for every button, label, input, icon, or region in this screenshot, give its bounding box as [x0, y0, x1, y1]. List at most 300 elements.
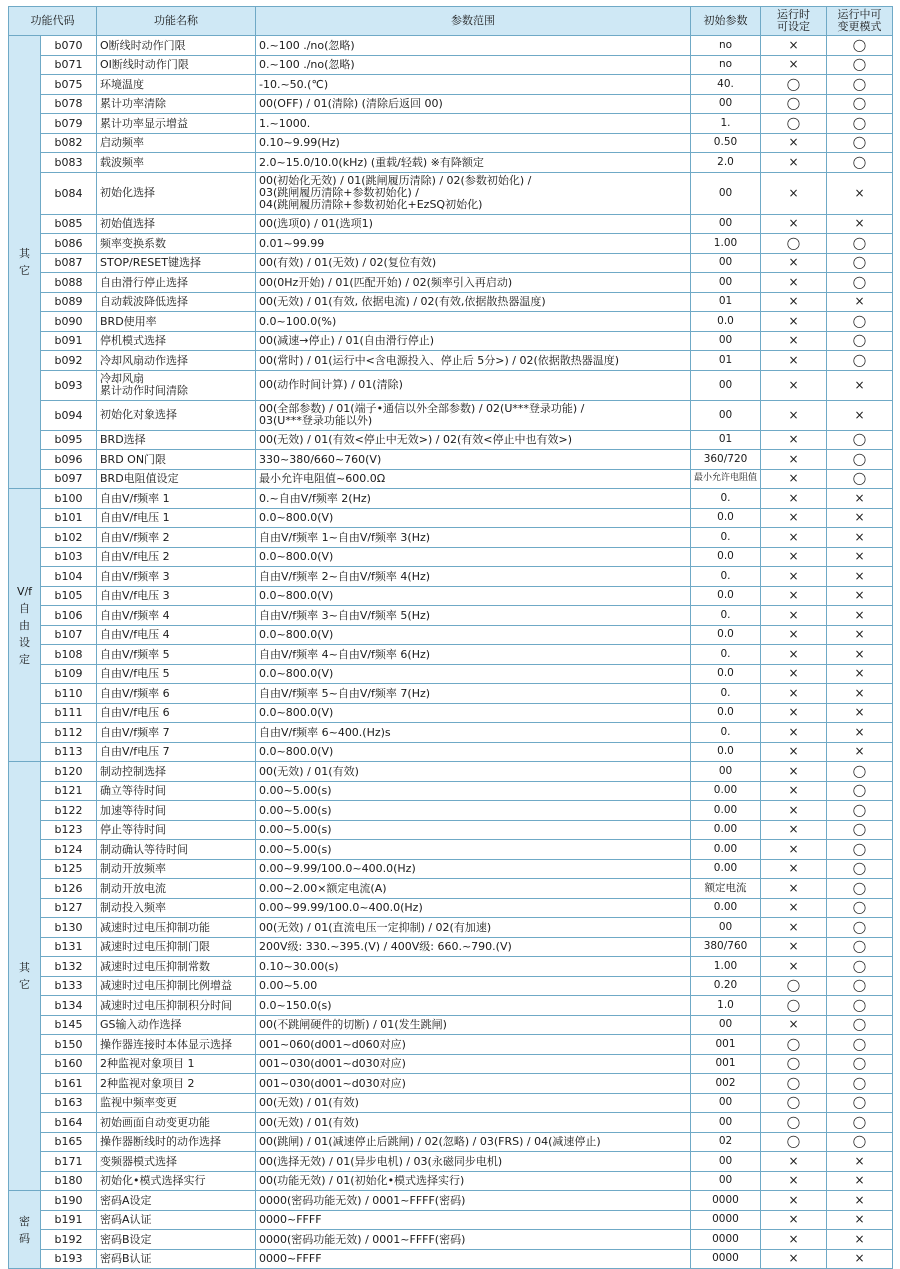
initial-value: 0.0 — [691, 703, 761, 723]
initial-value: 00 — [691, 918, 761, 938]
parameter-range: 200V级: 330.~395.(V) / 400V级: 660.~790.(V) — [256, 937, 691, 957]
function-name: 监视中频率变更 — [97, 1093, 256, 1113]
initial-value: 2.0 — [691, 153, 761, 173]
header-name: 功能名称 — [97, 7, 256, 36]
function-code: b071 — [41, 55, 97, 75]
function-code: b127 — [41, 898, 97, 918]
run-settable-mark: × — [761, 133, 827, 153]
table-body — [9, 36, 893, 1269]
run-changeable-mark: ◯ — [827, 859, 893, 879]
parameter-range: 001~060(d001~d060对应) — [256, 1035, 691, 1055]
parameter-range: 0.0~800.0(V) — [256, 586, 691, 606]
function-code: b161 — [41, 1074, 97, 1094]
function-code: b133 — [41, 976, 97, 996]
parameter-range: 最小允许电阻值~600.0Ω — [256, 469, 691, 489]
function-name: 操作器断线时的动作选择 — [97, 1132, 256, 1152]
table-row — [9, 1191, 893, 1211]
initial-value: 0.0 — [691, 664, 761, 684]
table-row — [9, 1093, 893, 1113]
function-code: b089 — [41, 292, 97, 312]
run-settable-mark: × — [761, 528, 827, 548]
run-changeable-mark: ◯ — [827, 1132, 893, 1152]
function-code: b085 — [41, 214, 97, 234]
run-settable-mark: × — [761, 879, 827, 899]
run-settable-mark: × — [761, 664, 827, 684]
run-settable-mark: × — [761, 400, 827, 430]
function-name: 密码A认证 — [97, 1210, 256, 1230]
run-settable-mark: × — [761, 351, 827, 371]
parameter-range: 00(无效) / 01(有效) — [256, 1093, 691, 1113]
function-name: 减速时过电压抑制门限 — [97, 937, 256, 957]
run-changeable-mark: ◯ — [827, 957, 893, 977]
run-settable-mark: × — [761, 898, 827, 918]
parameter-range: 0000~FFFF — [256, 1249, 691, 1269]
group-label: 其 它 — [9, 762, 41, 1191]
function-name: 自由V/f电压 1 — [97, 508, 256, 528]
function-name: 确立等待时间 — [97, 781, 256, 801]
parameter-range: 0.00~2.00×额定电流(A) — [256, 879, 691, 899]
run-settable-mark: × — [761, 567, 827, 587]
parameter-range: 自由V/f频率 2~自由V/f频率 4(Hz) — [256, 567, 691, 587]
table-row — [9, 879, 893, 899]
table-row — [9, 489, 893, 509]
run-changeable-mark: ◯ — [827, 1093, 893, 1113]
initial-value: 00 — [691, 253, 761, 273]
run-changeable-mark: ◯ — [827, 976, 893, 996]
parameter-range: 0.~自由V/f频率 2(Hz) — [256, 489, 691, 509]
table-row — [9, 273, 893, 293]
run-settable-mark: ◯ — [761, 1074, 827, 1094]
initial-value: 360/720 — [691, 450, 761, 470]
initial-value: 00 — [691, 94, 761, 114]
table-row — [9, 1210, 893, 1230]
parameter-range: 00(OFF) / 01(清除) (清除后返回 00) — [256, 94, 691, 114]
function-name: 载波频率 — [97, 153, 256, 173]
initial-value: 0.00 — [691, 781, 761, 801]
parameter-range: 001~030(d001~d030对应) — [256, 1074, 691, 1094]
function-code: b160 — [41, 1054, 97, 1074]
table-row — [9, 450, 893, 470]
run-changeable-mark: ◯ — [827, 430, 893, 450]
table-row — [9, 937, 893, 957]
table-row — [9, 370, 893, 400]
run-settable-mark: × — [761, 55, 827, 75]
function-name: 初始值选择 — [97, 214, 256, 234]
parameter-range: 00(跳闸) / 01(减速停止后跳闸) / 02(忽略) / 03(FRS) / 04(减速停止) — [256, 1132, 691, 1152]
run-settable-mark: × — [761, 606, 827, 626]
table-row — [9, 1054, 893, 1074]
parameter-range: 0.01~99.99 — [256, 234, 691, 254]
parameter-range: 1.~1000. — [256, 114, 691, 134]
run-settable-mark: × — [761, 547, 827, 567]
table-row — [9, 55, 893, 75]
run-changeable-mark: × — [827, 489, 893, 509]
table-row — [9, 400, 893, 430]
function-code: b097 — [41, 469, 97, 489]
run-settable-mark: × — [761, 859, 827, 879]
parameter-range: 0.~100 ./no(忽略) — [256, 55, 691, 75]
table-row — [9, 567, 893, 587]
run-settable-mark: ◯ — [761, 976, 827, 996]
table-row — [9, 1171, 893, 1191]
initial-value: 0. — [691, 489, 761, 509]
run-settable-mark: × — [761, 781, 827, 801]
parameter-range: 0.10~30.00(s) — [256, 957, 691, 977]
function-name: 减速时过电压抑制积分时间 — [97, 996, 256, 1016]
table-row — [9, 762, 893, 782]
run-settable-mark: × — [761, 370, 827, 400]
initial-value: 0.00 — [691, 859, 761, 879]
function-name: 自由V/f频率 5 — [97, 645, 256, 665]
run-changeable-mark: × — [827, 723, 893, 743]
function-name: BRD ON门限 — [97, 450, 256, 470]
function-name: 减速时过电压抑制常数 — [97, 957, 256, 977]
run-changeable-mark: ◯ — [827, 781, 893, 801]
table-row — [9, 1132, 893, 1152]
function-name: 自由V/f频率 3 — [97, 567, 256, 587]
parameter-range: 0.00~9.99/100.0~400.0(Hz) — [256, 859, 691, 879]
parameter-range: 0.00~5.00(s) — [256, 840, 691, 860]
initial-value: 0. — [691, 645, 761, 665]
function-code: b110 — [41, 684, 97, 704]
function-code: b150 — [41, 1035, 97, 1055]
function-code: b093 — [41, 370, 97, 400]
run-changeable-mark: ◯ — [827, 820, 893, 840]
initial-value: 0.0 — [691, 625, 761, 645]
parameter-range: 00(选择无效) / 01(异步电机) / 03(永磁同步电机) — [256, 1152, 691, 1172]
function-code: b122 — [41, 801, 97, 821]
function-code: b171 — [41, 1152, 97, 1172]
initial-value: 40. — [691, 75, 761, 95]
function-name: 密码B设定 — [97, 1230, 256, 1250]
table-row — [9, 781, 893, 801]
parameter-range: 00(有效) / 01(无效) / 02(复位有效) — [256, 253, 691, 273]
run-changeable-mark: ◯ — [827, 1015, 893, 1035]
run-changeable-mark: × — [827, 172, 893, 214]
function-name: 冷却风扇动作选择 — [97, 351, 256, 371]
run-settable-mark: × — [761, 450, 827, 470]
function-name: 自由V/f频率 4 — [97, 606, 256, 626]
run-settable-mark: × — [761, 36, 827, 56]
function-code: b164 — [41, 1113, 97, 1133]
function-name: 自由V/f频率 2 — [97, 528, 256, 548]
run-changeable-mark: ◯ — [827, 918, 893, 938]
parameter-range: 00(选项0) / 01(选项1) — [256, 214, 691, 234]
initial-value: 002 — [691, 1074, 761, 1094]
run-changeable-mark: × — [827, 1152, 893, 1172]
initial-value: 01 — [691, 292, 761, 312]
run-settable-mark: × — [761, 957, 827, 977]
function-code: b101 — [41, 508, 97, 528]
initial-value: 1.0 — [691, 996, 761, 1016]
parameter-range: 0.00~5.00(s) — [256, 820, 691, 840]
run-changeable-mark: × — [827, 625, 893, 645]
parameter-range: 自由V/f频率 3~自由V/f频率 5(Hz) — [256, 606, 691, 626]
initial-value: 00 — [691, 1171, 761, 1191]
function-name: 启动频率 — [97, 133, 256, 153]
function-name: BRD选择 — [97, 430, 256, 450]
parameter-range: 00(不跳闸硬件的切断) / 01(发生跳闸) — [256, 1015, 691, 1035]
function-name: 初始化•模式选择实行 — [97, 1171, 256, 1191]
table-row — [9, 94, 893, 114]
function-code: b113 — [41, 742, 97, 762]
run-changeable-mark: ◯ — [827, 1113, 893, 1133]
run-changeable-mark: ◯ — [827, 253, 893, 273]
run-changeable-mark: ◯ — [827, 114, 893, 134]
parameter-range: 00(初始化无效) / 01(跳闸履历清除) / 02(参数初始化) / 03(跳闸履历清除+参数初始化) / 04(跳闸履历清除+参数初始化+EzSQ初始化) — [256, 172, 691, 214]
initial-value: 0. — [691, 684, 761, 704]
run-settable-mark: × — [761, 331, 827, 351]
function-name: 自由V/f电压 5 — [97, 664, 256, 684]
function-name: 减速时过电压抑制功能 — [97, 918, 256, 938]
run-settable-mark: × — [761, 801, 827, 821]
function-name: 变频器模式选择 — [97, 1152, 256, 1172]
run-changeable-mark: × — [827, 547, 893, 567]
table-header-row — [9, 7, 893, 36]
initial-value: 00 — [691, 762, 761, 782]
function-code: b084 — [41, 172, 97, 214]
table-row — [9, 214, 893, 234]
function-name: 自由V/f电压 6 — [97, 703, 256, 723]
parameter-range: 00(无效) / 01(有效) — [256, 762, 691, 782]
initial-value: 0.0 — [691, 312, 761, 332]
function-code: b079 — [41, 114, 97, 134]
run-changeable-mark: ◯ — [827, 1074, 893, 1094]
run-settable-mark: × — [761, 1191, 827, 1211]
table-row — [9, 996, 893, 1016]
parameter-range: 0.0~800.0(V) — [256, 547, 691, 567]
function-name: 冷却风扇 累计动作时间清除 — [97, 370, 256, 400]
initial-value: 00 — [691, 172, 761, 214]
header-initial: 初始参数 — [691, 7, 761, 36]
run-changeable-mark: ◯ — [827, 801, 893, 821]
parameter-range: 0.0~800.0(V) — [256, 742, 691, 762]
run-changeable-mark: × — [827, 1230, 893, 1250]
run-changeable-mark: ◯ — [827, 36, 893, 56]
function-name: 加速等待时间 — [97, 801, 256, 821]
function-code: b109 — [41, 664, 97, 684]
initial-value: 额定电流 — [691, 879, 761, 899]
function-name: 累计功率清除 — [97, 94, 256, 114]
parameter-range: 自由V/f频率 6~400.(Hz)s — [256, 723, 691, 743]
function-code: b107 — [41, 625, 97, 645]
run-settable-mark: × — [761, 586, 827, 606]
run-settable-mark: ◯ — [761, 1054, 827, 1074]
run-changeable-mark: × — [827, 1210, 893, 1230]
function-name: 停机模式选择 — [97, 331, 256, 351]
table-row — [9, 469, 893, 489]
parameter-range: 00(无效) / 01(有效) — [256, 1113, 691, 1133]
function-code: b091 — [41, 331, 97, 351]
run-settable-mark: × — [761, 703, 827, 723]
run-settable-mark: × — [761, 1171, 827, 1191]
parameter-range: 0000~FFFF — [256, 1210, 691, 1230]
initial-value: 01 — [691, 351, 761, 371]
initial-value: 0000 — [691, 1230, 761, 1250]
function-code: b086 — [41, 234, 97, 254]
run-settable-mark: × — [761, 214, 827, 234]
run-changeable-mark: ◯ — [827, 351, 893, 371]
run-changeable-mark: × — [827, 664, 893, 684]
initial-value: 0000 — [691, 1249, 761, 1269]
parameter-table — [8, 6, 893, 1269]
run-settable-mark: × — [761, 1210, 827, 1230]
run-settable-mark: ◯ — [761, 996, 827, 1016]
initial-value: 00 — [691, 400, 761, 430]
initial-value: 最小允许电阻值 — [691, 469, 761, 489]
run-changeable-mark: × — [827, 684, 893, 704]
parameter-range: 00(减速→停止) / 01(自由滑行停止) — [256, 331, 691, 351]
initial-value: 1.00 — [691, 234, 761, 254]
function-code: b104 — [41, 567, 97, 587]
parameter-range: 2.0~15.0/10.0(kHz) (重载/轻载) ※有降额定 — [256, 153, 691, 173]
run-changeable-mark: × — [827, 1171, 893, 1191]
table-row — [9, 742, 893, 762]
run-changeable-mark: ◯ — [827, 879, 893, 899]
function-code: b145 — [41, 1015, 97, 1035]
function-code: b180 — [41, 1171, 97, 1191]
initial-value: 380/760 — [691, 937, 761, 957]
group-label: 其 它 — [9, 36, 41, 489]
table-row — [9, 801, 893, 821]
run-changeable-mark: × — [827, 606, 893, 626]
function-code: b191 — [41, 1210, 97, 1230]
function-code: b095 — [41, 430, 97, 450]
function-name: 停止等待时间 — [97, 820, 256, 840]
table-row — [9, 292, 893, 312]
run-changeable-mark: ◯ — [827, 469, 893, 489]
function-code: b108 — [41, 645, 97, 665]
initial-value: 01 — [691, 430, 761, 450]
function-name: 密码B认证 — [97, 1249, 256, 1269]
table-row — [9, 723, 893, 743]
initial-value: 00 — [691, 370, 761, 400]
parameter-range: 00(常时) / 01(运行中<含电源投入、停止后 5分>) / 02(依据散热器温度) — [256, 351, 691, 371]
function-code: b134 — [41, 996, 97, 1016]
table-row — [9, 331, 893, 351]
run-settable-mark: × — [761, 625, 827, 645]
run-changeable-mark: × — [827, 214, 893, 234]
initial-value: 0. — [691, 606, 761, 626]
initial-value: 0.0 — [691, 586, 761, 606]
parameter-range: 0.0~150.0(s) — [256, 996, 691, 1016]
function-name: 自动载波降低选择 — [97, 292, 256, 312]
function-code: b192 — [41, 1230, 97, 1250]
function-name: BRD电阻值设定 — [97, 469, 256, 489]
table-row — [9, 664, 893, 684]
table-row — [9, 430, 893, 450]
run-changeable-mark: ◯ — [827, 898, 893, 918]
initial-value: 001 — [691, 1054, 761, 1074]
run-settable-mark: × — [761, 684, 827, 704]
run-changeable-mark: ◯ — [827, 273, 893, 293]
table-row — [9, 234, 893, 254]
function-code: b102 — [41, 528, 97, 548]
initial-value: 0.00 — [691, 820, 761, 840]
function-code: b112 — [41, 723, 97, 743]
initial-value: 02 — [691, 1132, 761, 1152]
table-row — [9, 976, 893, 996]
function-code: b087 — [41, 253, 97, 273]
table-row — [9, 1035, 893, 1055]
function-name: 自由V/f频率 7 — [97, 723, 256, 743]
run-settable-mark: × — [761, 918, 827, 938]
function-code: b075 — [41, 75, 97, 95]
function-name: 减速时过电压抑制比例增益 — [97, 976, 256, 996]
header-run-change: 运行中可 变更模式 — [827, 7, 893, 36]
function-name: 密码A设定 — [97, 1191, 256, 1211]
initial-value: 1. — [691, 114, 761, 134]
run-settable-mark: × — [761, 645, 827, 665]
table-row — [9, 859, 893, 879]
function-name: 2种监视对象项目 1 — [97, 1054, 256, 1074]
table-row — [9, 645, 893, 665]
table-row — [9, 820, 893, 840]
header-run-set: 运行时 可设定 — [761, 7, 827, 36]
function-code: b070 — [41, 36, 97, 56]
table-row — [9, 75, 893, 95]
function-name: 自由V/f电压 3 — [97, 586, 256, 606]
initial-value: 0.50 — [691, 133, 761, 153]
function-code: b078 — [41, 94, 97, 114]
function-code: b120 — [41, 762, 97, 782]
function-name: 自由V/f电压 2 — [97, 547, 256, 567]
run-settable-mark: × — [761, 937, 827, 957]
function-name: 制动开放频率 — [97, 859, 256, 879]
initial-value: 0000 — [691, 1191, 761, 1211]
parameter-range: 0.0~800.0(V) — [256, 508, 691, 528]
function-name: GS输入动作选择 — [97, 1015, 256, 1035]
initial-value: 0.00 — [691, 801, 761, 821]
parameter-range: 001~030(d001~d030对应) — [256, 1054, 691, 1074]
function-code: b121 — [41, 781, 97, 801]
run-settable-mark: ◯ — [761, 75, 827, 95]
run-settable-mark: × — [761, 840, 827, 860]
run-settable-mark: × — [761, 1015, 827, 1035]
table-row — [9, 528, 893, 548]
parameter-range: 0.00~5.00(s) — [256, 781, 691, 801]
function-code: b083 — [41, 153, 97, 173]
function-name: 2种监视对象项目 2 — [97, 1074, 256, 1094]
run-settable-mark: × — [761, 273, 827, 293]
function-code: b190 — [41, 1191, 97, 1211]
function-name: 自由滑行停止选择 — [97, 273, 256, 293]
run-settable-mark: × — [761, 762, 827, 782]
run-changeable-mark: ◯ — [827, 450, 893, 470]
parameter-range: 自由V/f频率 5~自由V/f频率 7(Hz) — [256, 684, 691, 704]
table-row — [9, 703, 893, 723]
parameter-range: -10.~50.(℃) — [256, 75, 691, 95]
table-row — [9, 253, 893, 273]
table-row — [9, 133, 893, 153]
parameter-range: 0.0~800.0(V) — [256, 664, 691, 684]
run-changeable-mark: ◯ — [827, 133, 893, 153]
initial-value: 00 — [691, 1015, 761, 1035]
run-changeable-mark: ◯ — [827, 94, 893, 114]
header-range: 参数范围 — [256, 7, 691, 36]
function-code: b111 — [41, 703, 97, 723]
function-code: b124 — [41, 840, 97, 860]
function-code: b193 — [41, 1249, 97, 1269]
run-settable-mark: × — [761, 723, 827, 743]
function-name: 初始化选择 — [97, 172, 256, 214]
run-changeable-mark: × — [827, 586, 893, 606]
function-code: b103 — [41, 547, 97, 567]
function-name: 制动开放电流 — [97, 879, 256, 899]
parameter-range: 0.~100 ./no(忽略) — [256, 36, 691, 56]
run-changeable-mark: ◯ — [827, 312, 893, 332]
initial-value: 0.0 — [691, 742, 761, 762]
